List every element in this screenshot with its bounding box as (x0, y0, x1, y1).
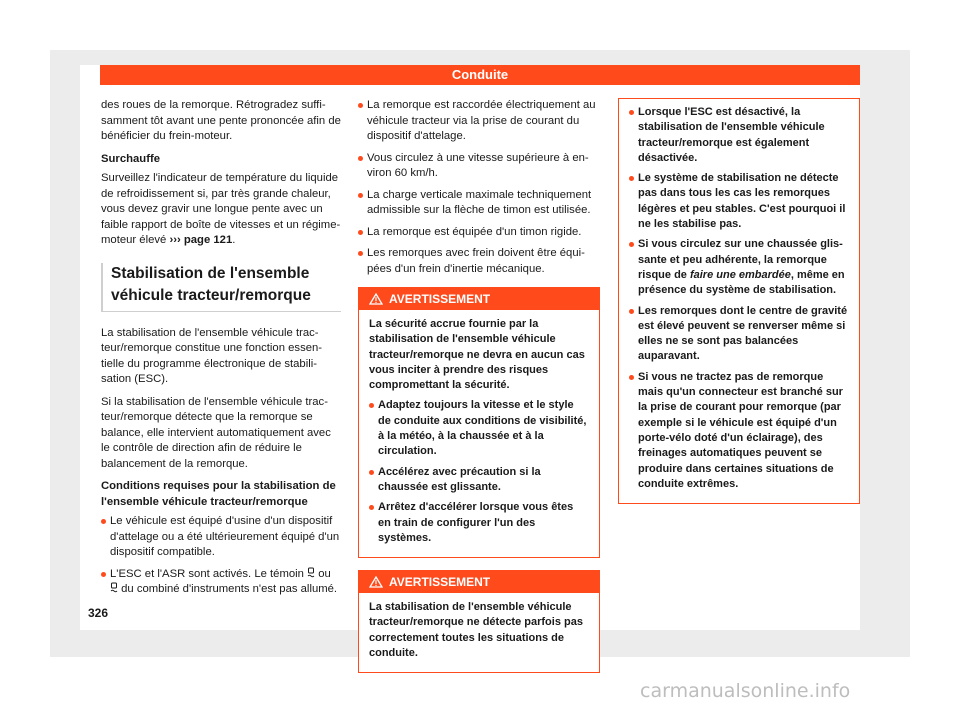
list-item: La remorque est équipée d'un timon rigide. (358, 225, 600, 241)
warning-label: AVERTISSEMENT (389, 292, 491, 306)
esc-warning-icon (307, 567, 315, 578)
warning-continuation-box (618, 98, 860, 504)
list-item: Si vous ne tractez pas de remorque mais qu'un connecteur est branché sur la prise de courant pour remorque (par exemple si le véhicule est équipé d'un porte-vélo doté d'un éclairage), des freinages automatiques peuvent se produire dans certaines situations de conduite extrêmes. (629, 370, 849, 492)
conditions-title: Conditions requises pour la stabilisation de l'ensemble véhicule tracteur/remorque (101, 480, 336, 508)
list-item (629, 237, 849, 298)
surchauffe-text: Surveillez l'indicateur de température du liquide de refroidissement si, par très grande chaleur, vous devez gravir une longue pente avec un faible rapport de boîte de vitesses et un régime-moteur élevé ››› page 121. (101, 172, 341, 246)
bullet-text: , même en présence du système de stabilisation. (638, 268, 845, 297)
paragraph-2: Si la stabilisation de l'ensemble véhicule tracteur/remorque détecte que la remorque se balance, elle intervient automatiquement avec le contrôle de direction afin de réduire le balancement de la remorque. (101, 395, 331, 470)
warning-body (359, 593, 599, 672)
column-2 (358, 98, 600, 685)
chapter-header: Conduite (100, 65, 860, 85)
warning-text: La stabilisation de l'ensemble véhicule tracteur/remorque ne détecte parfois pas correctement toutes les situations de conduite. (369, 601, 583, 660)
bullet-text: L'ESC et l'ASR sont activés. Le témoin (110, 567, 304, 580)
bullet-text: du combiné d'instruments n'est pas allumé. (121, 583, 338, 595)
list-item: Vous circulez à une vitesse supérieure à environ 60 km/h. (358, 151, 600, 182)
intro-text: des roues de la remorque. Rétrogradez suffisamment tôt avant une pente prononcée afin de bénéficier du frein-moteur. (101, 99, 341, 142)
page-number: 326 (88, 606, 109, 620)
list-item: Accélérez avec précaution si la chaussée est glissante. (369, 465, 589, 496)
warning-box-1 (358, 287, 600, 558)
list-item: Arrêtez d'accélérer lorsque vous êtes en train de configurer l'un des systèmes. (369, 500, 589, 546)
list-item (101, 567, 341, 598)
warning-header (359, 571, 599, 593)
warning-triangle-icon (369, 576, 383, 588)
section-title: Stabilisation de l'ensemble véhicule tracteur/remorque (101, 263, 341, 312)
warning-box-2 (358, 570, 600, 673)
list-item: Le véhicule est équipé d'usine d'un dispositif d'attelage ou a été ultérieurement équipé d'un dispositif compatible. (101, 514, 341, 561)
warning-label: AVERTISSEMENT (389, 575, 491, 590)
list-item: Lorsque l'ESC est désactivé, la stabilisation de l'ensemble véhicule tracteur/remorque est également désactivée. (629, 105, 849, 166)
column-3 (618, 98, 860, 504)
list-item: La charge verticale maximale techniquement admissible sur la flèche de timon est utilisée. (358, 188, 600, 219)
esc-off-icon (110, 582, 118, 593)
list-item: Adaptez toujours la vitesse et le style de conduite aux conditions de visibilité, à la météo, à la chaussée et à la circulation. (369, 398, 589, 459)
page-reference-link[interactable]: ››› page 121 (169, 234, 233, 246)
surchauffe-body: Surveillez l'indicateur de température du liquide de refroidissement si, par très grande chaleur, vous devez gravir une longue pente avec un faible rapport de boîte de vitesses et un régime-moteur élevé (101, 172, 341, 246)
warning-intro: La sécurité accrue fournie par la stabilisation de l'ensemble véhicule tracteur/remorque ne devra en aucun cas vous inciter à prendre des risques compromettant la sécurité. (369, 318, 585, 392)
warning-header (359, 288, 599, 310)
paragraph-1: La stabilisation de l'ensemble véhicule tracteur/remorque constitue une fonction essentielle du programme électronique de stabilisation (ESC). (101, 326, 323, 385)
watermark: carmanualsonline.info (640, 680, 851, 702)
bullet-text: Si vous circulez sur une chaussée glissante et peu adhérente, la remorque risque de (638, 238, 843, 281)
surchauffe-title: Surchauffe (101, 152, 161, 165)
warning-triangle-icon (369, 293, 383, 305)
warning-body (359, 310, 599, 557)
list-item: Le système de stabilisation ne détecte pas dans tous les cas les remorques légères et peu stables. C'est pourquoi il ne les stabilise pas. (629, 171, 849, 232)
list-item: La remorque est raccordée électriquement au véhicule tracteur via la prise de courant du dispositif d'attelage. (358, 98, 600, 145)
list-item: Les remorques avec frein doivent être équipées d'un frein d'inertie mécanique. (358, 246, 600, 277)
column-1 (101, 98, 341, 604)
list-item: Les remorques dont le centre de gravité est élevé peuvent se renverser même si elles ne se sont pas balancées auparavant. (629, 304, 849, 365)
bullet-text: ou (318, 567, 331, 580)
bullet-emphasis: faire une embardée (689, 268, 791, 281)
